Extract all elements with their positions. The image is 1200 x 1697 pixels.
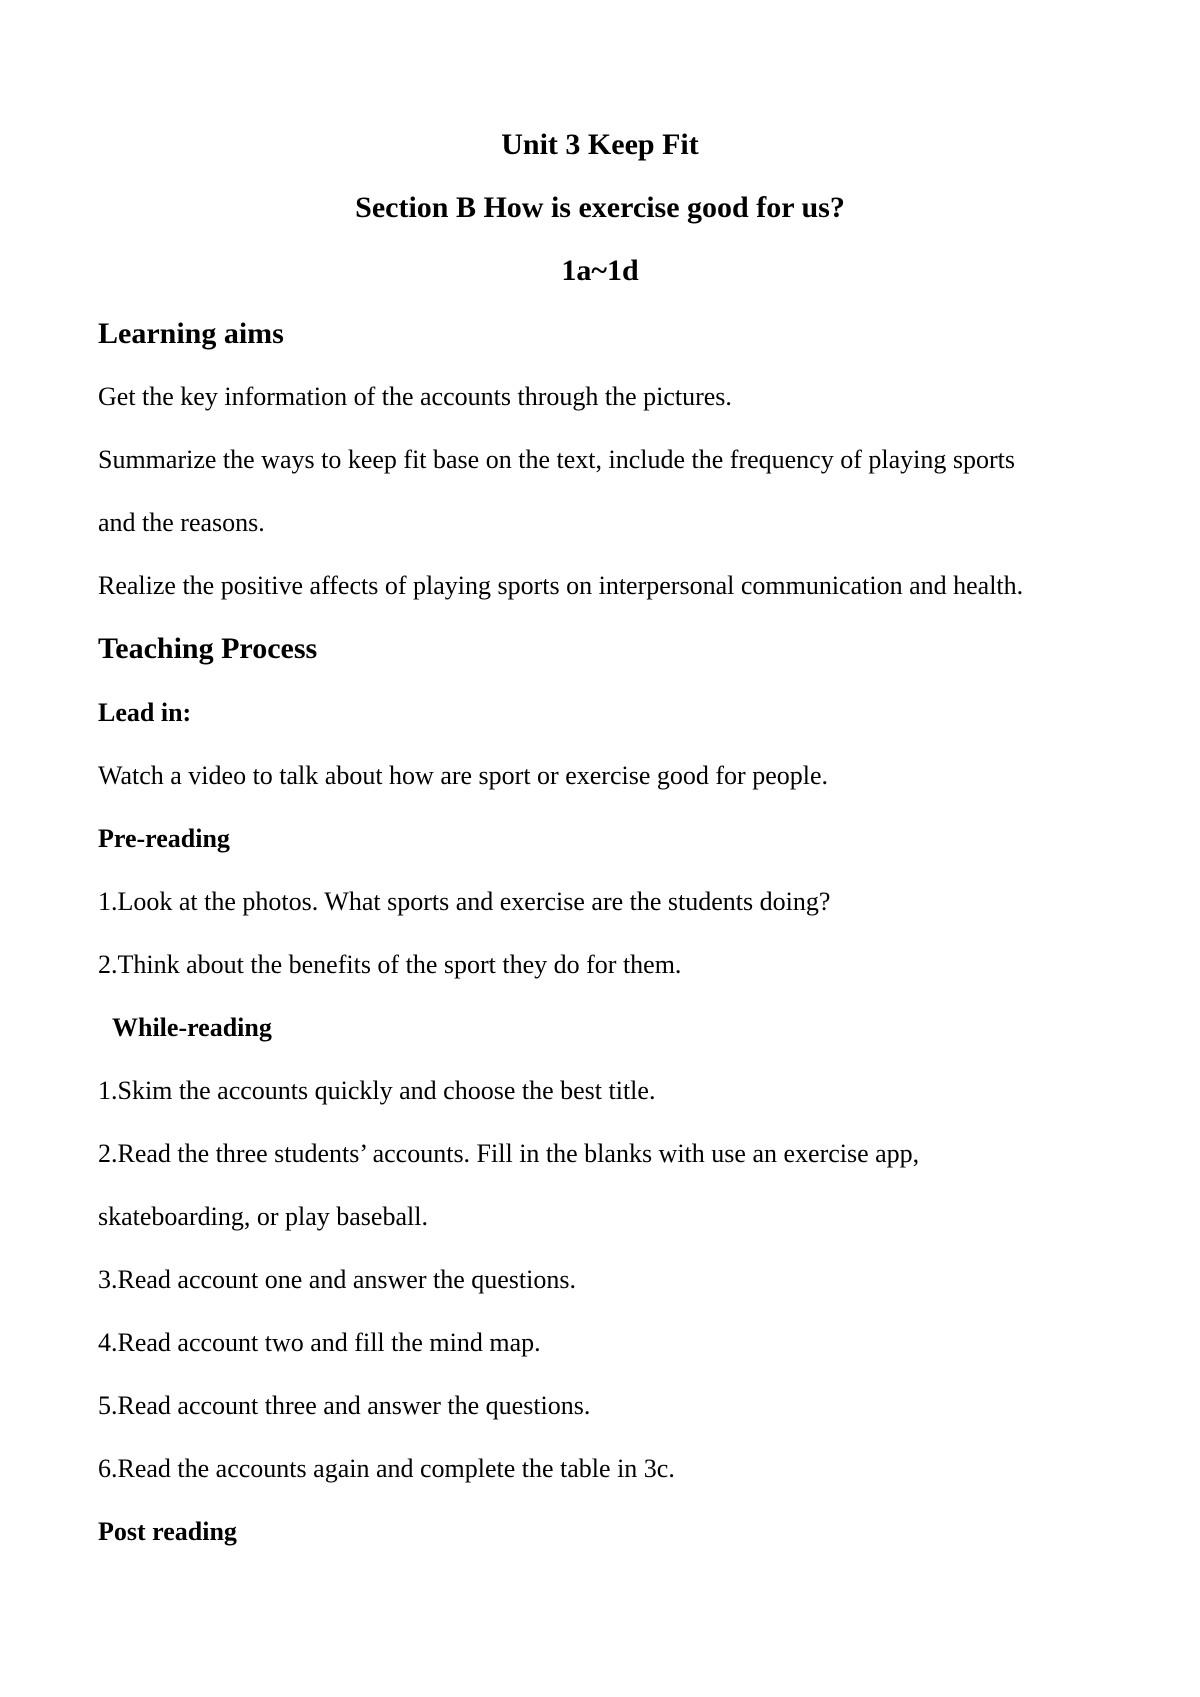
section-title: Section B How is exercise good for us?: [355, 191, 845, 224]
learning-aim-item: Realize the positive affects of playing sports on interpersonal communication and health.: [98, 571, 1024, 600]
learning-aim-item-continued: and the reasons.: [98, 508, 265, 537]
lead-in-item: Watch a video to talk about how are sport or exercise good for people.: [98, 761, 828, 790]
while-reading-item: 3.Read account one and answer the questions.: [98, 1265, 576, 1294]
while-reading-item: 1.Skim the accounts quickly and choose the best title.: [98, 1076, 656, 1105]
while-reading-heading: While-reading: [112, 1013, 272, 1042]
pre-reading-heading: Pre-reading: [98, 824, 230, 853]
while-reading-item: 5.Read account three and answer the questions.: [98, 1391, 591, 1420]
while-reading-item: 4.Read account two and fill the mind map.: [98, 1328, 541, 1357]
unit-title: Unit 3 Keep Fit: [501, 128, 699, 161]
post-reading-heading: Post reading: [98, 1517, 237, 1546]
pre-reading-item: 2.Think about the benefits of the sport they do for them.: [98, 950, 682, 979]
while-reading-item: 2.Read the three students’ accounts. Fill in the blanks with use an exercise app,: [98, 1139, 920, 1168]
learning-aim-item: Summarize the ways to keep fit base on the text, include the frequency of playing sports: [98, 445, 1015, 474]
while-reading-item-continued: skateboarding, or play baseball.: [98, 1202, 428, 1231]
part-label: 1a~1d: [561, 254, 639, 287]
while-reading-item: 6.Read the accounts again and complete the table in 3c.: [98, 1454, 675, 1483]
teaching-process-heading: Teaching Process: [98, 632, 318, 665]
learning-aim-item: Get the key information of the accounts through the pictures.: [98, 382, 732, 411]
learning-aims-heading: Learning aims: [98, 317, 284, 350]
lead-in-heading: Lead in:: [98, 698, 192, 727]
pre-reading-item: 1.Look at the photos. What sports and exercise are the students doing?: [98, 887, 831, 916]
